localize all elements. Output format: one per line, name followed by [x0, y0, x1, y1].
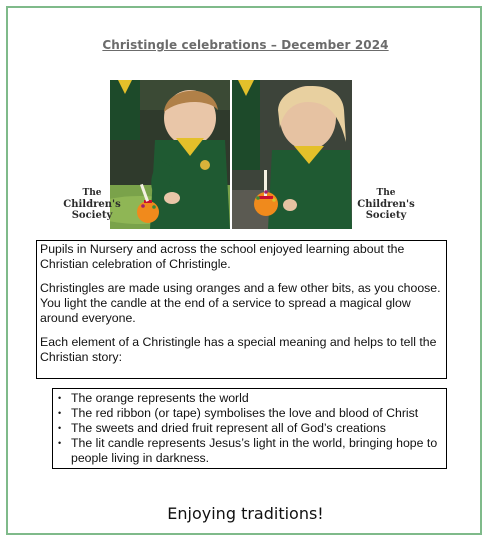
intro-paragraph: Christingles are made using oranges and a few other bits, as you choose. You light the candle at the end of a service to spread a magical glow around everyone. [40, 281, 441, 325]
list-item: • The orange represents the world [71, 391, 446, 406]
logo-line-3: Society [365, 210, 407, 221]
childrens-society-logo-right [356, 188, 416, 221]
photo-girl-with-christingle [232, 80, 352, 229]
list-item: • The red ribbon (or tape) symbolises the love and blood of Christ [71, 406, 446, 421]
childrens-society-logo-left [62, 188, 122, 221]
logo-line-2: Children's [357, 199, 415, 210]
photo-boy-making-christingle [110, 80, 230, 229]
logo-line-3: Society [71, 210, 113, 221]
intro-text-box [36, 240, 447, 379]
logo-line-1: The [82, 188, 102, 198]
intro-paragraph: Pupils in Nursery and across the school enjoyed learning about the Christian celebration of Christingle. [40, 242, 405, 271]
logo-line-2: Children's [63, 199, 121, 210]
footer-caption: Enjoying traditions! [167, 504, 324, 523]
page-title: Christingle celebrations – December 2024 [102, 38, 389, 52]
christingle-elements-list [53, 391, 446, 466]
intro-paragraph: Each element of a Christingle has a special meaning and helps to tell the Christian story: [40, 335, 437, 364]
logo-line-1: The [376, 188, 396, 198]
list-item: • The lit candle represents Jesus’s light in the world, bringing hope to people living in darkness. [71, 436, 446, 466]
list-item: • The sweets and dried fruit represent all of God’s creations [71, 421, 446, 436]
christingle-elements-box [52, 388, 447, 469]
